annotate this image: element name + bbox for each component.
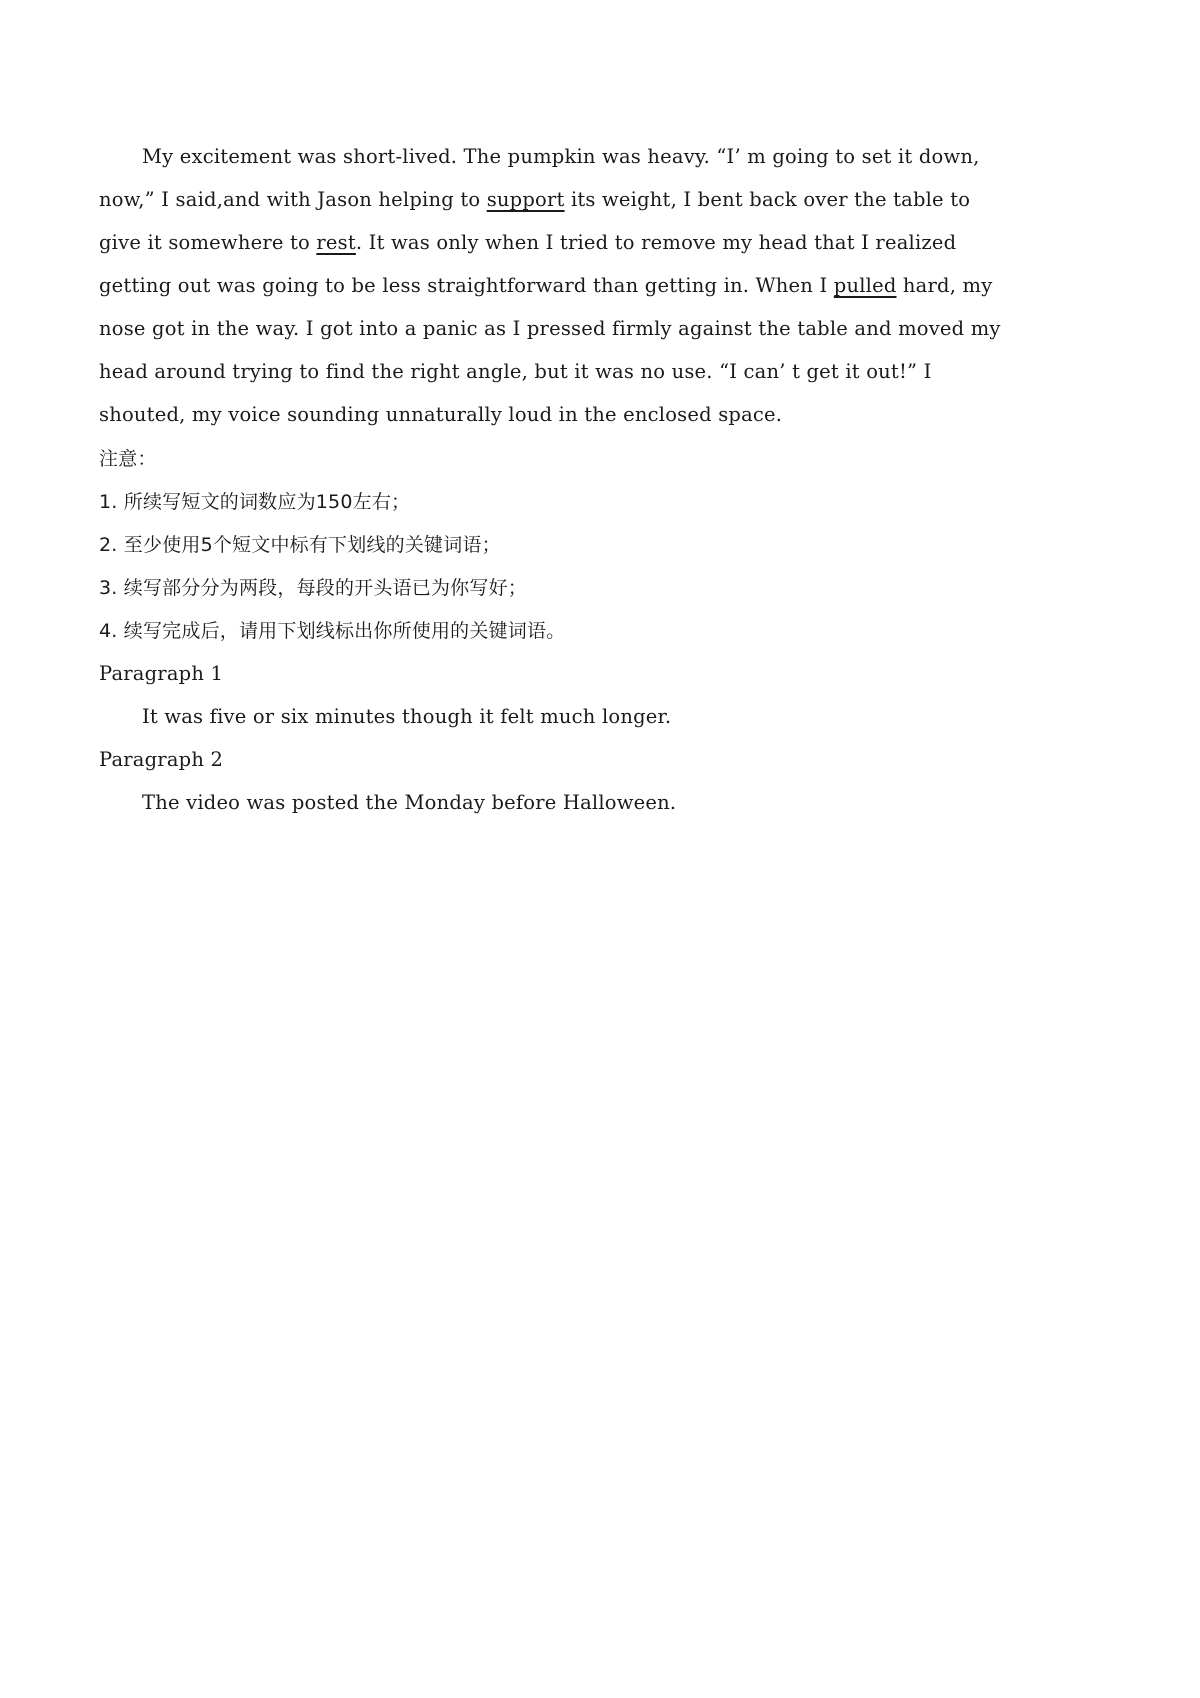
paragraph-1-label: Paragraph 1 [99,662,224,685]
passage-text: hard, my [896,274,993,297]
passage-line-6 [99,358,931,386]
paragraph-2-label: Paragraph 2 [99,748,224,771]
notes-heading: 注意： [99,448,157,470]
note-item-4: 4. 续写完成后，请用下划线标出你所使用的关键词语。 [99,620,566,642]
keyword-pulled: pulled [833,274,897,297]
passage-line-1 [142,143,980,171]
passage-text: getting out was going to be less straightforward than getting in. When I [99,274,834,297]
note-item-2: 2. 至少使用5个短文中标有下划线的关键词语； [99,534,501,556]
paragraph-1-opening: It was five or six minutes though it felt much longer. [142,705,672,728]
passage-text: nose got in the way. I got into a panic as I pressed firmly against the table and moved my [99,317,1001,340]
paragraph-2-opening: The video was posted the Monday before Halloween. [142,791,677,814]
passage-text: head around trying to find the right angle, but it was no use. “I can’ t get it out!” I [99,360,932,383]
passage-text: . It was only when I tried to remove my head that I realized [355,231,957,254]
passage-line-2 [99,186,970,214]
passage-text: its weight, I bent back over the table to [564,188,971,211]
passage-line-3 [99,229,956,257]
passage-line-4 [99,272,992,300]
passage-text: give it somewhere to [99,231,317,254]
passage-line-5 [99,315,1001,343]
passage-text: My excitement was short-lived. The pumpkin was heavy. “I’ m going to set it down, [142,145,980,168]
note-item-3: 3. 续写部分分为两段，每段的开头语已为你写好； [99,577,527,599]
keyword-rest: rest [316,231,356,254]
passage-text: shouted, my voice sounding unnaturally loud in the enclosed space. [99,403,783,426]
keyword-support: support [486,188,565,211]
passage-line-7 [99,401,782,429]
passage-text: now,” I said,and with Jason helping to [99,188,487,211]
note-item-1: 1. 所续写短文的词数应为150左右； [99,491,411,513]
